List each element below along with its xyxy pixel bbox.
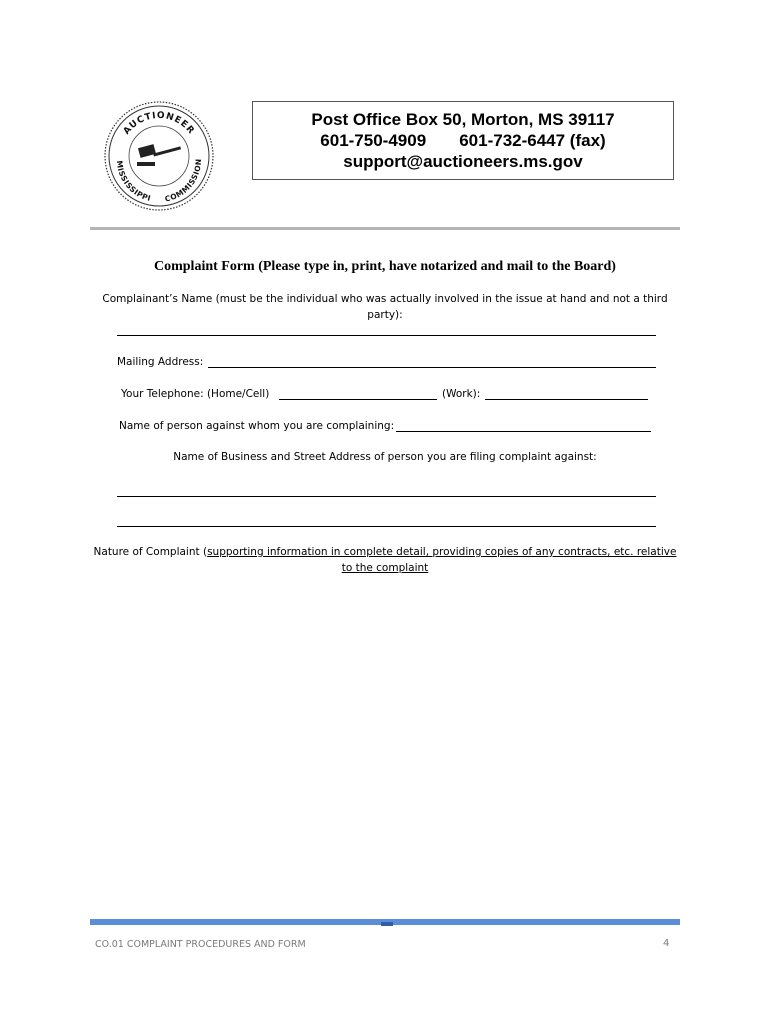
person-against-input-line[interactable] [396,431,651,432]
business-address-label: Name of Business and Street Address of person you are filing complaint against: [173,451,597,463]
header-email: support@auctioneers.ms.gov [343,152,583,171]
nature-of-complaint-label: Nature of Complaint ( [93,546,208,558]
commission-seal-logo [103,100,215,212]
seal-right-text: COMMISSION [163,158,204,204]
contact-header-box [252,101,674,180]
telephone-label: Your Telephone: (Home/Cell) [121,388,270,400]
nature-detail-line1: supporting information in complete detail, providing copies of any contracts, etc. relative [207,546,677,558]
nature-detail-line2: to the complaint [341,562,429,574]
footer-bar-marker [381,922,393,926]
nature-of-complaint-line1 [90,546,680,558]
complainant-name-label-line2: party): [367,309,403,321]
header-phone-row [253,130,673,151]
business-address-input-line-2[interactable] [117,526,656,527]
business-address-input-line-1[interactable] [117,496,656,497]
seal-top-text: AUCTIONEER [121,110,197,137]
header-address: Post Office Box 50, Morton, MS 39117 [311,110,615,129]
header-phone: 601-750-4909 [320,131,427,150]
header-fax: 601-732-6447 (fax) [459,131,606,150]
person-against-label: Name of person against whom you are complaining: [119,420,395,432]
home-phone-input-line[interactable] [279,399,437,400]
complainant-name-input-line[interactable] [117,335,656,336]
mailing-address-input-line[interactable] [208,367,656,368]
footer-label: CO.01 COMPLAINT PROCEDURES AND FORM [95,939,306,950]
seal-left-text: MISSISSIPPI [114,160,152,204]
page-number: 4 [663,938,670,949]
work-phone-input-line[interactable] [485,399,648,400]
form-title: Complaint Form (Please type in, print, have notarized and mail to the Board) [154,259,616,274]
work-phone-label: (Work): [442,388,481,400]
complainant-name-label-line1: Complainant’s Name (must be the individual who was actually involved in the issue at hand and not a third [102,293,668,305]
header-divider [90,227,680,230]
mailing-address-label: Mailing Address: [117,356,204,368]
